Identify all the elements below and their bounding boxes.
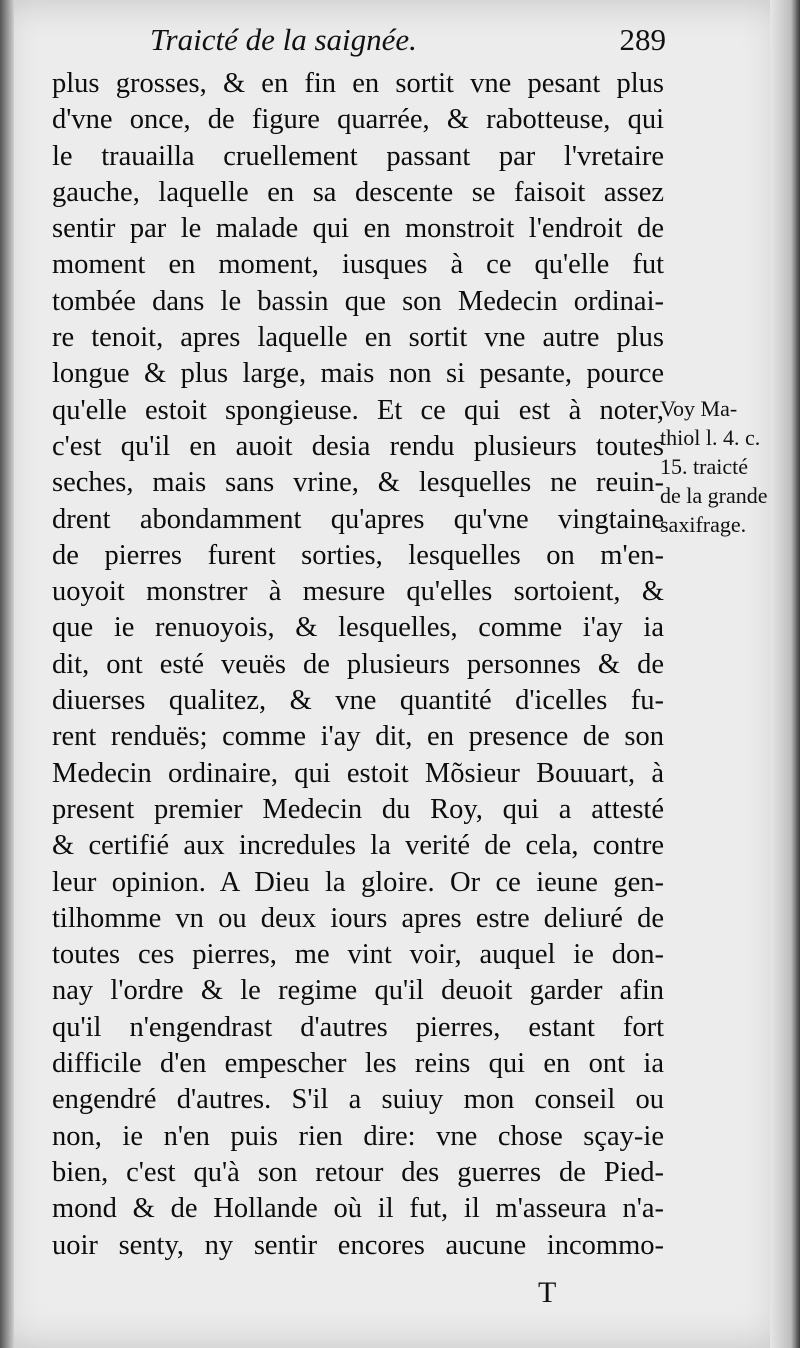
- text-line: c'est qu'il en auoit desia rendu plusieurs toutes: [52, 430, 664, 462]
- text-line: seches, mais sans vrine, & lesquelles ne reuin-: [52, 467, 664, 499]
- text-line: plus grosses, & en fin en sortit vne pesant plus: [52, 68, 664, 99]
- text-line: tombée dans le bassin que son Medecin ordinai-: [52, 285, 664, 317]
- text-line: de pierres furent sorties, lesquelles on m'en-: [52, 539, 664, 571]
- margin-note-line: thiol l. 4. c.: [660, 425, 761, 450]
- text-line: leur opinion. A Dieu la gloire. Or ce ieune gen-: [52, 866, 664, 898]
- text-line: difficile d'en empescher les reins qui en ont ia: [52, 1048, 664, 1080]
- body-text: [52, 66, 664, 1264]
- text-line: moment en moment, iusques à ce qu'elle fut: [52, 249, 664, 281]
- page-number: 289: [619, 22, 666, 57]
- text-line: nay l'ordre & le regime qu'il deuoit garder afin: [52, 975, 664, 1007]
- text-line: que ie renuoyois, & lesquelles, comme i'ay ia: [52, 612, 664, 644]
- text-line: mond & de Hollande où il fut, il m'asseura n'a-: [52, 1193, 664, 1225]
- margin-note: [660, 394, 790, 539]
- text-line: re tenoit, apres laquelle en sortit vne autre plus: [52, 322, 664, 354]
- text-line: rent renduës; comme i'ay dit, en presence de son: [52, 721, 664, 753]
- margin-note-line: 15. traicté: [660, 454, 748, 479]
- text-line: present premier Medecin du Roy, qui a attesté: [52, 793, 664, 825]
- signature-mark: T: [538, 1276, 557, 1309]
- page-edge: [770, 0, 800, 1348]
- text-line: qu'elle estoit spongieuse. Et ce qui est à noter,: [52, 394, 664, 426]
- text-line: & certifié aux incredules la verité de cela, contre: [52, 830, 664, 862]
- text-line: tilhomme vn ou deux iours apres estre deliuré de: [52, 902, 664, 934]
- running-title: Traicté de la saignée.: [150, 22, 417, 57]
- text-line: longue & plus large, mais non si pesante, pource: [52, 358, 664, 390]
- text-line: drent abondamment qu'apres qu'vne vingtaine: [52, 503, 664, 535]
- margin-note-line: de la grande: [660, 483, 768, 508]
- margin-note-line: Voy Ma-: [660, 396, 738, 421]
- text-line: sentir par le malade qui en monstroit l'endroit de: [52, 213, 664, 245]
- text-line: engendré d'autres. S'il a suiuy mon conseil ou: [52, 1084, 664, 1116]
- text-line: qu'il n'engendrast d'autres pierres, estant fort: [52, 1011, 664, 1043]
- text-line: bien, c'est qu'à son retour des guerres de Pied-: [52, 1156, 664, 1188]
- text-line: le trauailla cruellement passant par l'vretaire: [52, 140, 664, 172]
- text-line: gauche, laquelle en sa descente se faisoit assez: [52, 176, 664, 208]
- text-line: d'vne once, de figure quarrée, & rabotteuse, qui: [52, 104, 664, 136]
- text-line: non, ie n'en puis rien dire: vne chose sçay-ie: [52, 1120, 664, 1152]
- page-gutter: [0, 0, 14, 1348]
- text-line: diuerses qualitez, & vne quantité d'icelles fu-: [52, 685, 664, 717]
- text-line: toutes ces pierres, me vint voir, auquel ie don-: [52, 939, 664, 971]
- margin-note-line: saxifrage.: [660, 512, 747, 537]
- text-line: Medecin ordinaire, qui estoit Mõsieur Bouuart, à: [52, 757, 664, 789]
- text-line: uoir senty, ny sentir encores aucune incommo-: [52, 1229, 664, 1261]
- text-line: dit, ont esté veuës de plusieurs personnes & de: [52, 648, 664, 680]
- text-line: uoyoit monstrer à mesure qu'elles sortoient, &: [52, 576, 664, 608]
